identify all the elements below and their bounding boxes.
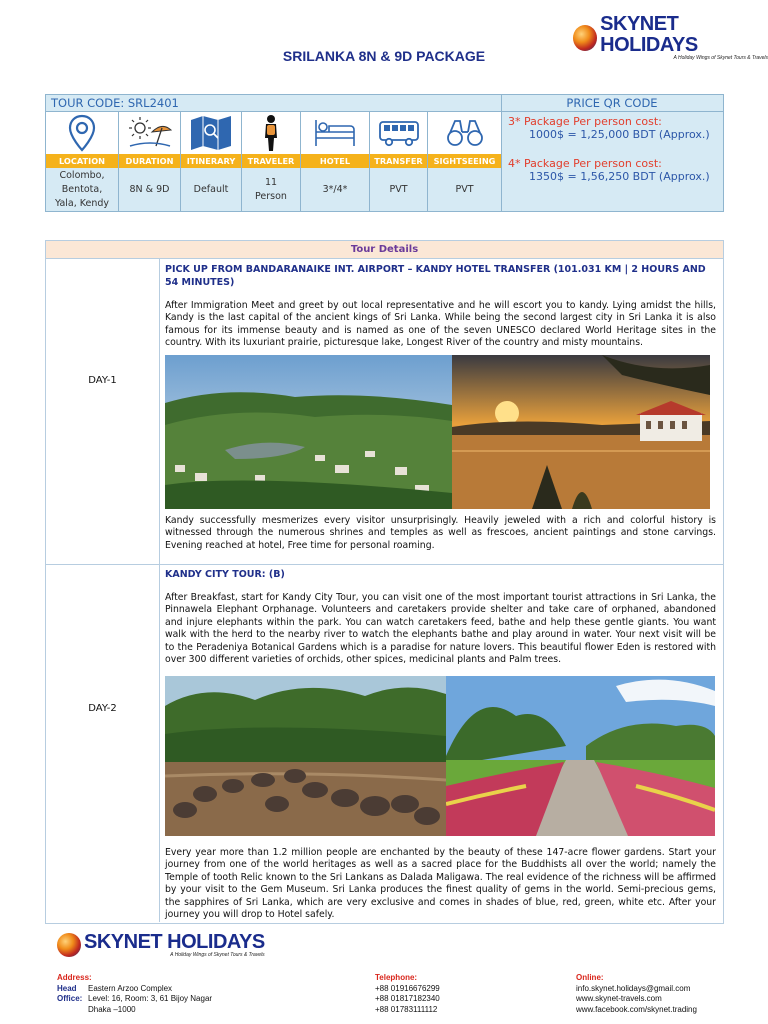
address-line: Dhaka –1000 xyxy=(88,1004,136,1014)
day-paragraph: Every year more than 1.2 million people are enchanted by the beauty of these 147-acre flower gardens. Start your journey from one of the world heritages as well as a sacred place for the Buddhists all over the world; namely the Temple of tooth Relic known to the Sri Lankans as Dalada Maligawa. The real evidence of the richness will be affirmed by your visit to the Gem Museum. Sri Lanka produces the finest quality of gems in the world. Semi-precious gems, the sapphires of Sri Lanka, which are very exclusive and comes in shades of blue, red, green, white etc. After your journey you will drop to Hotel safely. xyxy=(165,847,716,921)
address-line: Level: 16, Room: 3, 61 Bijoy Nagar xyxy=(88,994,213,1003)
elephant-orphanage-photo xyxy=(165,676,446,836)
footer-telephone xyxy=(375,973,440,1015)
price-value: 1000$ = 1,25,000 BDT (Approx.) xyxy=(529,128,710,141)
location-pin-icon xyxy=(67,114,97,152)
day-heading: KANDY CITY TOUR: (B) xyxy=(165,569,285,580)
address-label: Address: xyxy=(57,973,92,982)
online-label: Online: xyxy=(576,973,604,982)
bed-icon xyxy=(314,118,356,148)
price-heading: 3* Package Per person cost: xyxy=(508,115,662,128)
day-label: DAY-2 xyxy=(88,703,117,714)
bus-icon xyxy=(378,119,420,147)
col-label: TRANSFER xyxy=(370,154,427,168)
address-line: Eastern Arzoo Complex xyxy=(88,983,173,993)
facebook-link[interactable]: www.facebook.com/skynet.trading xyxy=(576,1004,697,1014)
email-link[interactable]: info.skynet.holidays@gmail.com xyxy=(576,983,691,993)
col-label: DURATION xyxy=(119,154,180,168)
info-col-itinerary xyxy=(181,112,242,211)
price-heading: 4* Package Per person cost: xyxy=(508,157,662,170)
col-value: 3*/4* xyxy=(322,183,348,195)
day-heading: PICK UP FROM BANDARANAIKE INT. AIRPORT – KANDY HOTEL TRANSFER (101.031 KM | 2 HOURS AND 54 MINUTES) xyxy=(165,264,706,288)
kandy-city-photo xyxy=(165,355,452,509)
globe-logo-icon xyxy=(573,25,597,51)
col-value: PVT xyxy=(389,183,408,195)
col-label: ITINERARY xyxy=(181,154,241,168)
col-value: PVT xyxy=(455,183,474,195)
info-col-transfer xyxy=(370,112,428,211)
col-label: TRAVELER xyxy=(242,154,300,168)
day-row xyxy=(46,565,723,922)
info-col-location xyxy=(46,112,119,211)
telephone-label: Telephone: xyxy=(375,973,418,982)
info-col-hotel xyxy=(301,112,370,211)
kandy-lake-sunset-photo xyxy=(452,355,710,509)
brand-name: SKYNET HOLIDAYS xyxy=(84,931,265,953)
day-paragraph: Kandy successfully mesmerizes every visitor unsurprisingly. Heavily jeweled with a rich and colorful history is witnessed through the numerous shrines and temples as well as frescoes, ancient paintings and stone carvings. Evening reached at hotel, Free time for personal roaming. xyxy=(165,515,716,551)
phone-number[interactable]: +88 01916676299 xyxy=(375,983,440,993)
info-col-traveler xyxy=(242,112,301,211)
col-label: SIGHTSEEING xyxy=(428,154,501,168)
price-value: 1350$ = 1,56,250 BDT (Approx.) xyxy=(529,170,710,183)
globe-logo-icon xyxy=(57,933,81,957)
phone-number[interactable]: +88 01783111112 xyxy=(375,1004,438,1014)
map-icon xyxy=(189,115,233,151)
tour-details-table xyxy=(45,240,724,924)
head-office-label: Head Office: xyxy=(57,983,83,1003)
beach-sun-icon xyxy=(128,116,172,150)
binoculars-icon xyxy=(445,118,485,148)
day-paragraph: After Immigration Meet and greet by out local representative and he will escort you to kandy. Lying amidst the hills, Kandy is the last capital of the ancient kings of Sri Lanka. While being the second largest city in Sri Lanka it is also famous for its immense beauty and is named as one of the seven UNESCO declared World Heritage sites in the country. With its luxuriant prairie, picturesque lake, Longest River of the country and misty mountains. xyxy=(165,300,716,349)
day-paragraph: After Breakfast, start for Kandy City Tour, you can visit one of the most important tourist attractions in Sri Lanka, the Pinnawela Elephant Orphanage. Volunteers and caretakers provide shelter and take care of orphaned, abandoned and injure elephants within the park. You can watch caretakers feed, bathe and help these gentle giants. You want walk with the herd to the nearby river to watch the elephants bathe and play around in water. Your next visit will be to the Peradeniya Botanical Gardens which is a paradise for nature lovers. This beautiful flower Eden is restored with over 300 different varieties of orchids, other spices, medicinal plants and Palm trees. xyxy=(165,592,716,666)
price-qr-header: PRICE QR CODE xyxy=(566,96,658,110)
package-info-table xyxy=(45,94,724,212)
tour-details-header: Tour Details xyxy=(46,241,723,259)
botanical-garden-photo xyxy=(446,676,715,836)
brand-name: SKYNET HOLIDAYS xyxy=(600,13,698,56)
footer-logo xyxy=(57,932,265,958)
day-label: DAY-1 xyxy=(88,375,117,386)
col-value: Default xyxy=(193,183,229,195)
price-4star xyxy=(508,157,710,183)
day-row xyxy=(46,259,723,565)
page-title: SRILANKA 8N & 9D PACKAGE xyxy=(282,48,486,64)
brand-tagline: A Holiday Wings of Skynet Tours & Travels xyxy=(673,55,768,61)
col-value: Colombo, Bentota, Yala, Kendy xyxy=(54,169,110,209)
traveler-icon xyxy=(260,114,282,152)
info-col-sightseeing xyxy=(428,112,501,211)
col-label: HOTEL xyxy=(301,154,369,168)
brand-tagline: A Holiday Wings of Skynet Tours & Travels xyxy=(170,952,265,958)
price-3star xyxy=(508,115,710,141)
phone-number[interactable]: +88 01817182340 xyxy=(375,994,440,1003)
col-value: 8N & 9D xyxy=(129,183,170,195)
footer-address xyxy=(57,973,212,1015)
website-link[interactable]: www.skynet-travels.com xyxy=(576,994,662,1003)
col-value: 11 Person xyxy=(255,176,287,202)
col-label: LOCATION xyxy=(46,154,118,168)
tour-code: TOUR CODE: SRL2401 xyxy=(51,96,179,110)
info-col-duration xyxy=(119,112,181,211)
footer-online xyxy=(576,973,697,1015)
